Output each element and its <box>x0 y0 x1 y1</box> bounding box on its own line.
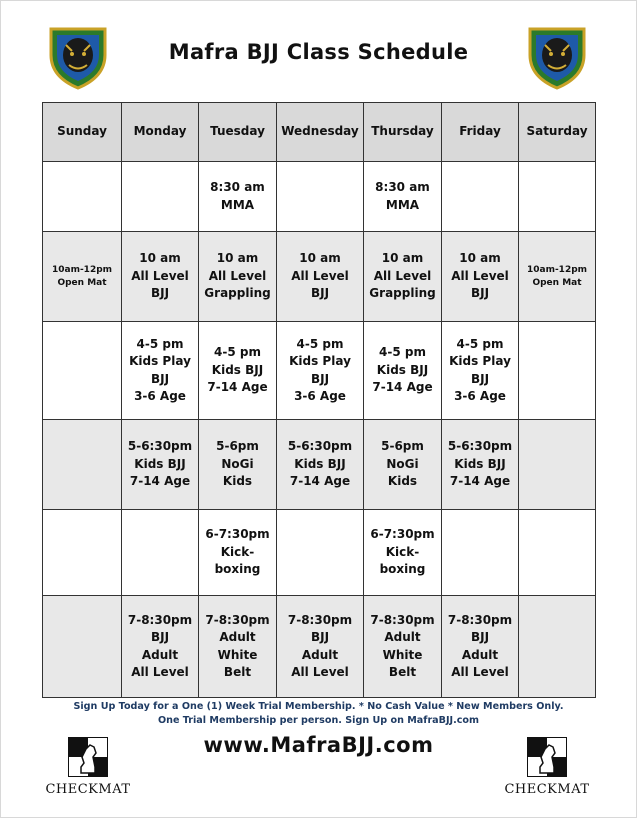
schedule-cell: 10 am All Level BJJ <box>442 232 519 322</box>
table-row <box>43 232 596 322</box>
schedule-table <box>42 102 596 698</box>
schedule-cell: 5-6pm NoGi Kids <box>364 420 442 510</box>
schedule-cell: 6-7:30pm Kick- boxing <box>364 510 442 596</box>
schedule-cell <box>122 510 199 596</box>
schedule-cell <box>43 322 122 420</box>
schedule-cell <box>43 162 122 232</box>
table-row <box>43 420 596 510</box>
day-header: Thursday <box>364 103 442 162</box>
day-header: Monday <box>122 103 199 162</box>
checkmat-knight-icon <box>527 737 567 777</box>
schedule-cell <box>43 510 122 596</box>
schedule-cell: 4-5 pm Kids Play BJJ 3-6 Age <box>122 322 199 420</box>
schedule-cell <box>442 162 519 232</box>
table-row <box>43 162 596 232</box>
website-link[interactable]: www.MafraBJJ.com <box>203 733 434 757</box>
schedule-cell: 10 am All Level Grappling <box>199 232 277 322</box>
schedule-cell <box>519 596 596 698</box>
schedule-cell: 4-5 pm Kids BJJ 7-14 Age <box>364 322 442 420</box>
trial-note-line: One Trial Membership per person. Sign Up on MafraBJJ.com <box>157 715 480 726</box>
schedule-cell <box>519 510 596 596</box>
schedule-cell: 8:30 am MMA <box>364 162 442 232</box>
schedule-cell <box>519 322 596 420</box>
schedule-cell: 10 am All Level Grappling <box>364 232 442 322</box>
day-header: Sunday <box>43 103 122 162</box>
table-row <box>43 322 596 420</box>
schedule-cell <box>442 510 519 596</box>
day-header: Saturday <box>519 103 596 162</box>
trial-note-line: Sign Up Today for a One (1) Week Trial Membership. * No Cash Value * New Members Only. <box>73 701 564 712</box>
day-header: Tuesday <box>199 103 277 162</box>
schedule-cell: 10am-12pm Open Mat <box>519 232 596 322</box>
checkmat-logo-text: CHECKMAT <box>45 782 131 797</box>
schedule-cell: 7-8:30pm BJJ Adult All Level <box>442 596 519 698</box>
schedule-cell: 7-8:30pm BJJ Adult All Level <box>122 596 199 698</box>
schedule-cell: 7-8:30pm BJJ Adult All Level <box>277 596 364 698</box>
checkmat-knight-icon <box>68 737 108 777</box>
day-header: Friday <box>442 103 519 162</box>
checkmat-logo <box>38 737 138 797</box>
page-title: Mafra BJJ Class Schedule <box>168 40 469 64</box>
schedule-cell: 6-7:30pm Kick- boxing <box>199 510 277 596</box>
checkmat-logo-text: CHECKMAT <box>504 782 590 797</box>
schedule-cell: 4-5 pm Kids BJJ 7-14 Age <box>199 322 277 420</box>
schedule-cell: 5-6:30pm Kids BJJ 7-14 Age <box>277 420 364 510</box>
schedule-cell <box>519 162 596 232</box>
schedule-cell <box>277 162 364 232</box>
schedule-cell <box>43 420 122 510</box>
table-row <box>43 510 596 596</box>
schedule-cell <box>43 596 122 698</box>
day-header-row <box>43 103 596 162</box>
table-row <box>43 596 596 698</box>
day-header: Wednesday <box>277 103 364 162</box>
schedule-cell: 10 am All Level BJJ <box>122 232 199 322</box>
schedule-cell: 8:30 am MMA <box>199 162 277 232</box>
schedule-cell: 7-8:30pm Adult White Belt <box>199 596 277 698</box>
schedule-cell: 4-5 pm Kids Play BJJ 3-6 Age <box>442 322 519 420</box>
schedule-cell: 5-6:30pm Kids BJJ 7-14 Age <box>122 420 199 510</box>
schedule-cell: 10am-12pm Open Mat <box>43 232 122 322</box>
schedule-cell: 10 am All Level BJJ <box>277 232 364 322</box>
schedule-cell: 4-5 pm Kids Play BJJ 3-6 Age <box>277 322 364 420</box>
trial-note <box>0 700 637 728</box>
schedule-cell: 7-8:30pm Adult White Belt <box>364 596 442 698</box>
schedule-cell: 5-6pm NoGi Kids <box>199 420 277 510</box>
checkmat-logo <box>497 737 597 797</box>
schedule-cell <box>122 162 199 232</box>
schedule-cell: 5-6:30pm Kids BJJ 7-14 Age <box>442 420 519 510</box>
schedule-cell <box>277 510 364 596</box>
schedule-cell <box>519 420 596 510</box>
